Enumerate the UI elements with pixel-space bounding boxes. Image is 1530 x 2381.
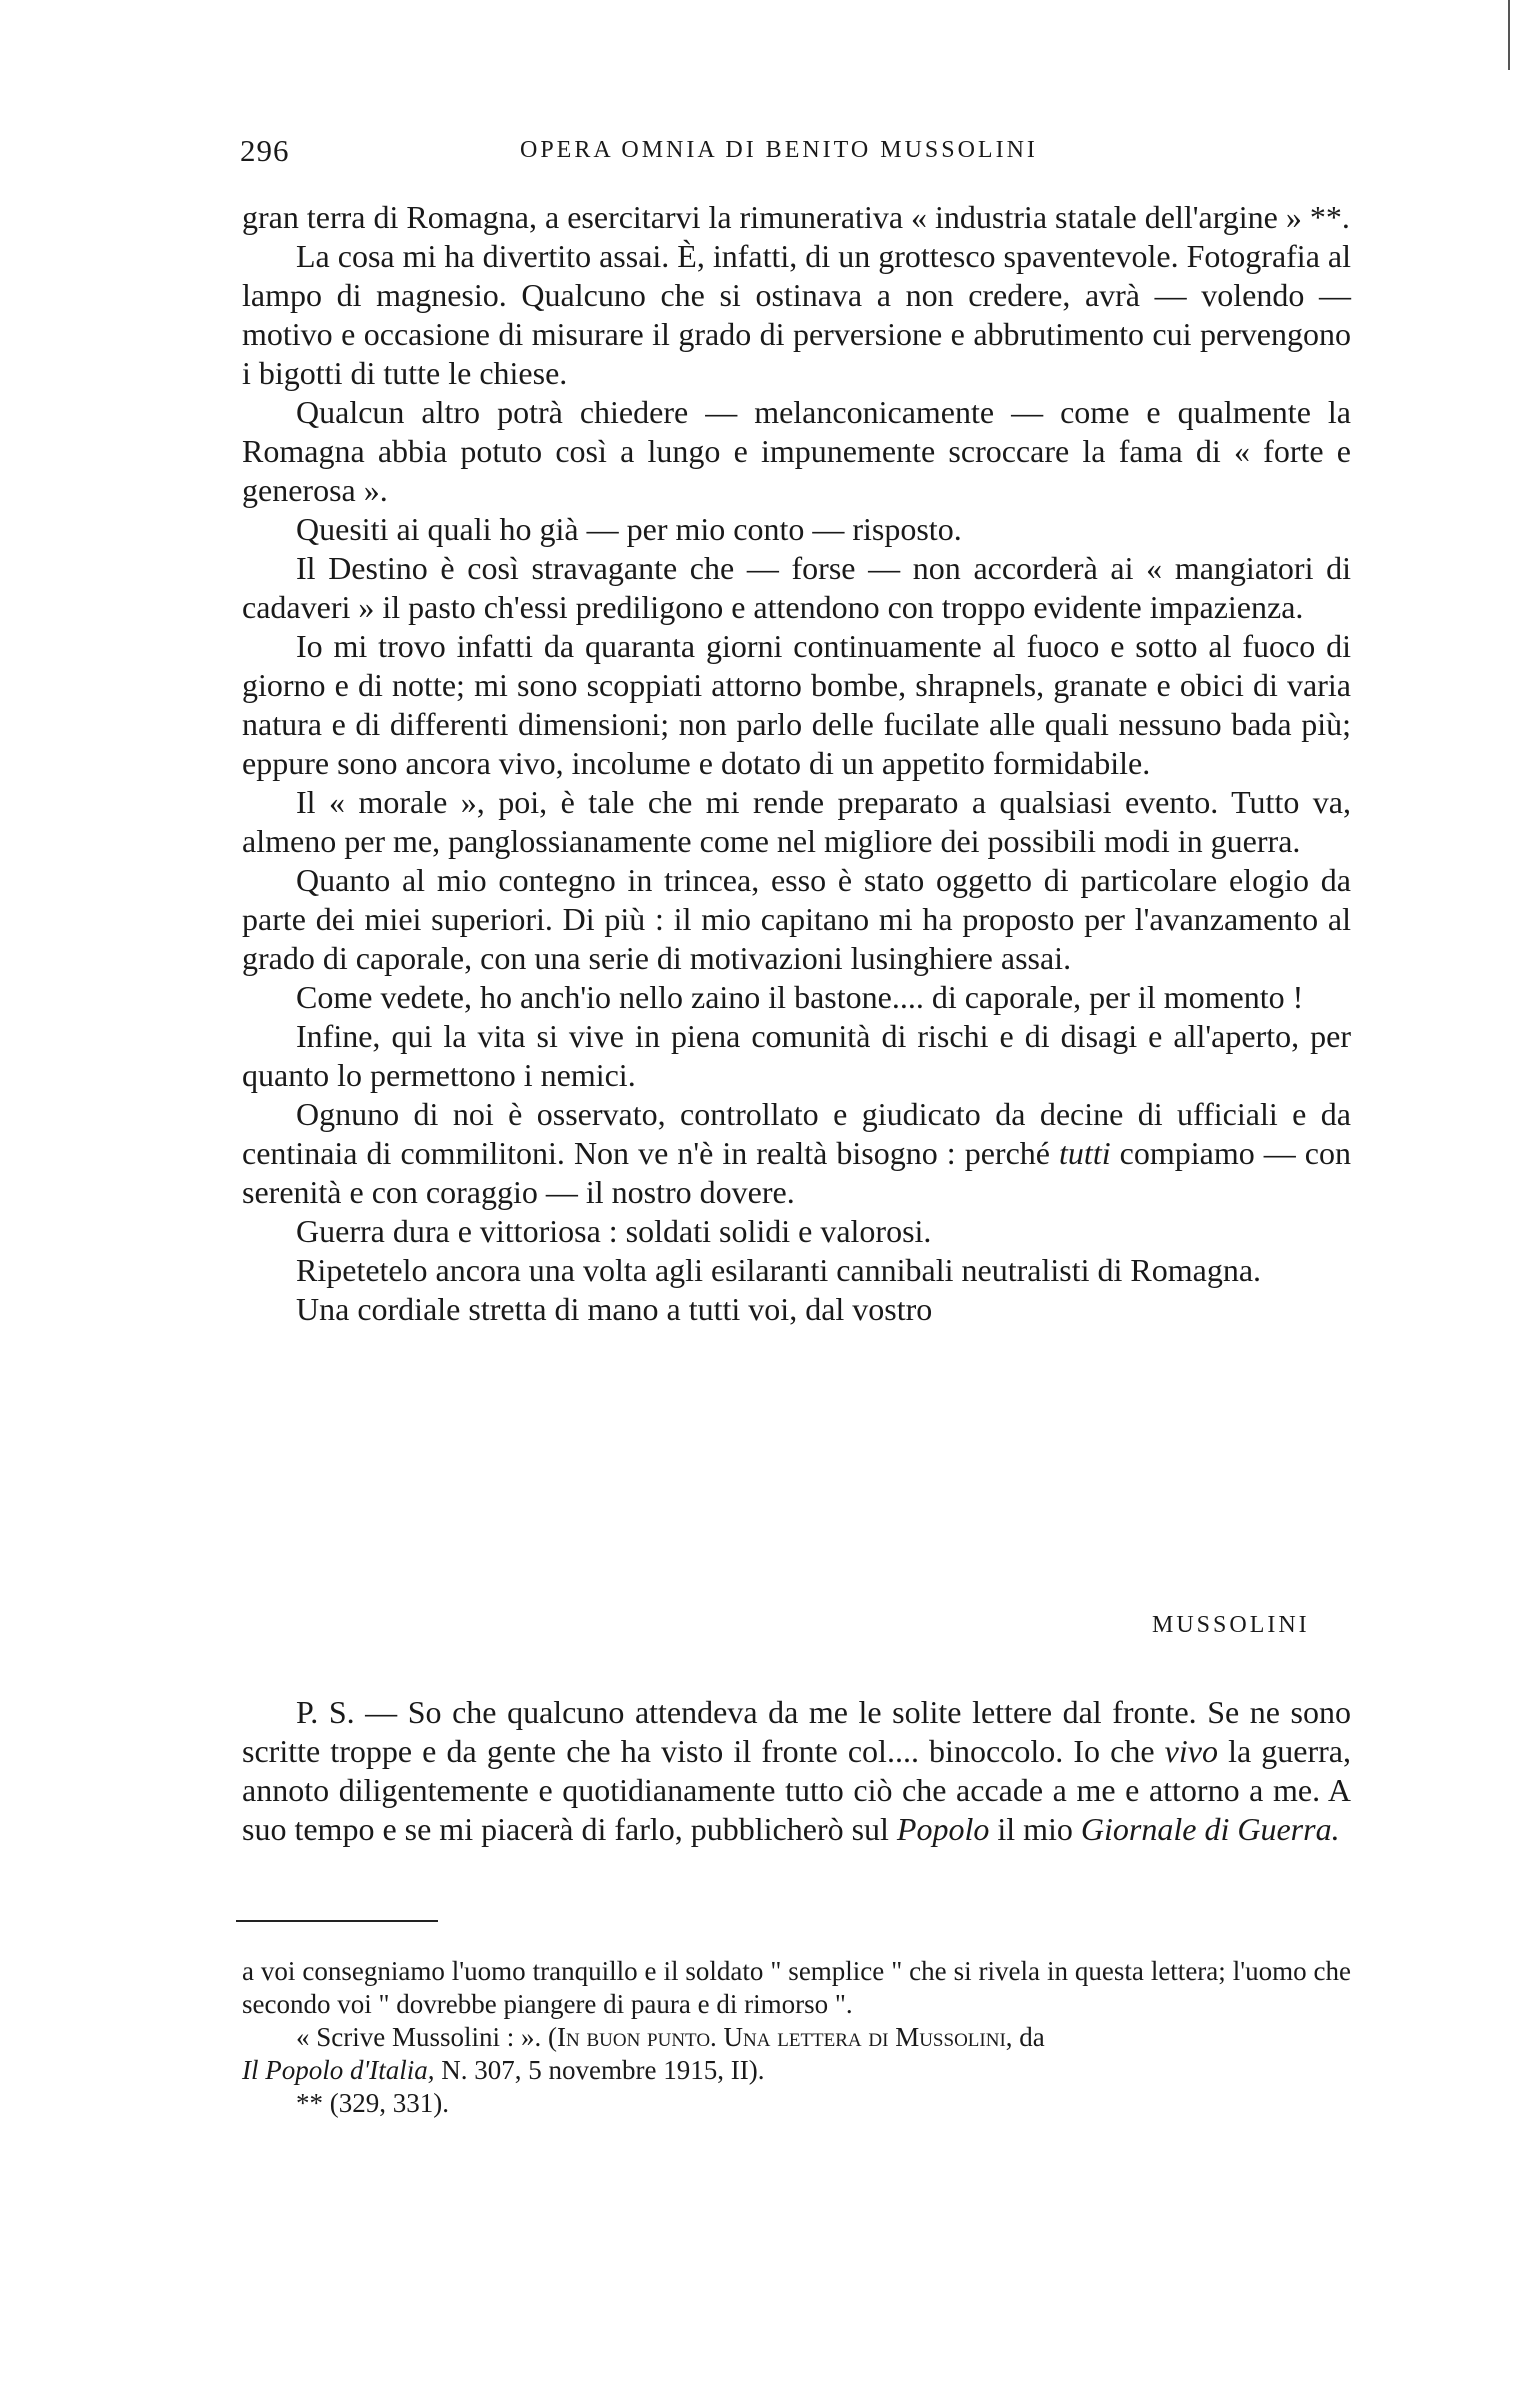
- postscript-text-b: la guerra, annoto diligentemente e quotidianamente tutto ciò che accade a me e attorno a me. A suo tempo e se mi piacerà di farlo, pubblicherò sul: [242, 1733, 1351, 1847]
- paragraph-11-text-b: compiamo — con serenità e con coraggio — il nostro dovere.: [242, 1135, 1352, 1210]
- footnote-rule: [236, 1920, 438, 1922]
- paragraph-1: gran terra di Romagna, a esercitarvi la rimunerativa « industria statale dell'argine » **.: [242, 199, 1350, 235]
- footnote-source-text-a: « Scrive Mussolini : ». (: [296, 2022, 557, 2052]
- letter-body: [242, 198, 1351, 1329]
- page-number: 296: [240, 133, 290, 168]
- paragraph-4: Quesiti ai quali ho già — per mio conto — risposto.: [296, 511, 962, 547]
- postscript-text-a: P. S. — So che qualcuno attendeva da me le solite lettere dal fronte. Se ne sono scritte troppe e da gente che ha visto il fronte col.... binoccolo. Io che: [242, 1694, 1351, 1769]
- postscript-paragraph: [242, 1693, 1351, 1849]
- paragraph-7: Il « morale », poi, è tale che mi rende preparato a qualsiasi evento. Tutto va, almeno per me, panglossianamente come nel migliore dei possibili modi in guerra.: [242, 784, 1351, 859]
- paragraph-3: Qualcun altro potrà chiedere — melanconicamente — come e qualmente la Romagna abbia potuto così a lungo e impunemente scroccare la fama di « forte e generosa ».: [242, 394, 1351, 508]
- paragraph-13: Ripetetelo ancora una volta agli esilaranti cannibali neutralisti di Romagna.: [296, 1252, 1262, 1288]
- postscript-text-c: il mio: [989, 1811, 1081, 1847]
- signature: MUSSOLINI: [1152, 1612, 1310, 1638]
- paragraph-2: La cosa mi ha divertito assai. È, infatti, di un grottesco spaventevole. Fotografia al lampo di magnesio. Qualcuno che si ostinava a non credere, avrà — volendo — motivo e occasione di misurare il grado di perversione e abbrutimento cui pervengono i bigotti di tutte le chiese.: [242, 238, 1351, 391]
- paragraph-6: Io mi trovo infatti da quaranta giorni continuamente al fuoco e sotto al fuoco di giorno e di notte; mi sono scoppiati attorno bombe, shrapnels, granate e obici di varia natura e di differenti dimensioni; non parlo delle fucilate alle quali nessuno bada più; eppure sono ancora vivo, incolume e dotato di un appetito formidabile.: [242, 628, 1351, 781]
- postscript-emphasis-giornale: Giornale di Guerra.: [1080, 1811, 1340, 1847]
- running-title: OPERA OMNIA DI BENITO MUSSOLINI: [520, 137, 1038, 163]
- footnote-continuation: a voi consegniamo l'uomo tranquillo e il soldato " semplice " che si rivela in questa lettera; l'uomo che secondo voi " dovrebbe piangere di paura e di rimorso ".: [242, 1956, 1351, 2019]
- paragraph-12: Guerra dura e vittoriosa : soldati solidi e valorosi.: [296, 1213, 932, 1249]
- postscript: [242, 1693, 1351, 1849]
- postscript-emphasis-vivo: vivo: [1164, 1733, 1218, 1769]
- paragraph-14: Una cordiale stretta di mano a tutti voi, dal vostro: [296, 1291, 933, 1327]
- paragraph-11-emphasis: tutti: [1059, 1135, 1111, 1171]
- postscript-emphasis-popolo: Popolo: [896, 1811, 990, 1847]
- footnote-double-star: ** (329, 331).: [296, 2088, 449, 2118]
- paragraph-9: Come vedete, ho anch'io nello zaino il bastone.... di caporale, per il momento !: [296, 979, 1304, 1015]
- paragraph-11-text-a: Ognuno di noi è osservato, controllato e giudicato da decine di ufficiali e da centinaia di commilitoni. Non ve n'è in realtà bisogno : perché: [242, 1096, 1351, 1171]
- paragraph-10: Infine, qui la vita si vive in piena comunità di rischi e di disagi e all'aperto, per quanto lo permettono i nemici.: [242, 1018, 1351, 1093]
- footnotes: [242, 1955, 1351, 2120]
- footnote-source-newspaper: Il Popolo d'Italia,: [242, 2055, 435, 2085]
- footnote-source: [242, 2021, 1351, 2087]
- footnote-source-text-b: da: [1012, 2022, 1045, 2052]
- page-header: [240, 133, 1353, 173]
- paragraph-8: Quanto al mio contegno in trincea, esso è stato oggetto di particolare elogio da parte dei miei superiori. Di più : il mio capitano mi ha proposto per l'avanzamento al grado di caporale, con una serie di motivazioni lusinghiere assai.: [242, 862, 1351, 976]
- paragraph-11: [242, 1095, 1351, 1212]
- scan-edge-mark: [1508, 0, 1510, 70]
- footnote-source-title: In buon punto. Una lettera di Mussolini,: [557, 2022, 1013, 2052]
- paragraph-5: Il Destino è così stravagante che — forse — non accorderà ai « mangiatori di cadaveri » il pasto ch'essi prediligono e attendono con troppo evidente impazienza.: [242, 550, 1351, 625]
- footnote-source-text-c: N. 307, 5 novembre 1915, II).: [434, 2055, 765, 2085]
